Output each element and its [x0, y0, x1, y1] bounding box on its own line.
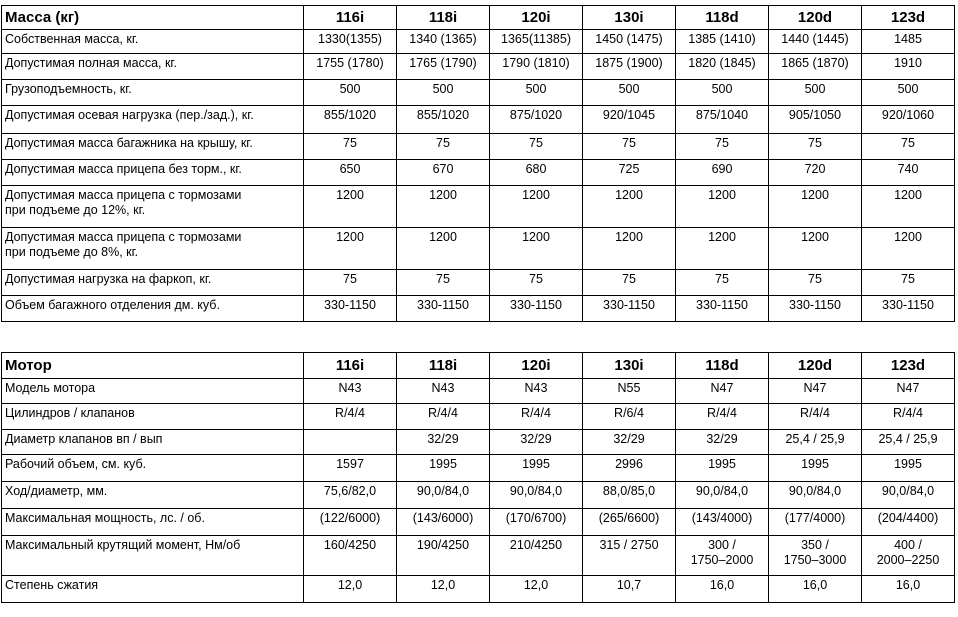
engine-table [1, 352, 955, 603]
value-cell-120d [769, 536, 862, 576]
value-cell-123d: 920/1060 [862, 106, 955, 134]
value-cell-120d: (177/4000) [769, 509, 862, 536]
value-cell-118d: 1200 [676, 228, 769, 270]
value-cell-130i: 1450 (1475) [583, 30, 676, 54]
model-header-123d: 123d [862, 353, 955, 379]
value-cell-120d: 1200 [769, 228, 862, 270]
row-label: Допустимая масса багажника на крышу, кг. [2, 134, 304, 160]
value-cell-120d: 25,4 / 25,9 [769, 430, 862, 455]
value-cell-120d: 905/1050 [769, 106, 862, 134]
value-cell-123d: 90,0/84,0 [862, 482, 955, 509]
value-cell-116i: 1200 [304, 228, 397, 270]
table-row [2, 404, 955, 430]
row-label: Собственная масса, кг. [2, 30, 304, 54]
value-cell-130i: 75 [583, 270, 676, 296]
cell-line: при подъеме до 8%, кг. [5, 245, 139, 259]
value-cell-120i: (170/6700) [490, 509, 583, 536]
value-cell-130i: N55 [583, 379, 676, 404]
value-cell-130i: 75 [583, 134, 676, 160]
model-header-120i: 120i [490, 353, 583, 379]
value-cell-120i: 32/29 [490, 430, 583, 455]
row-label: Допустимая масса прицепа без торм., кг. [2, 160, 304, 186]
value-cell-130i: 2996 [583, 455, 676, 482]
value-cell-120i: 1790 (1810) [490, 54, 583, 80]
value-cell-118i: 12,0 [397, 576, 490, 603]
value-cell-118d: (143/4000) [676, 509, 769, 536]
row-label: Допустимая осевая нагрузка (пер./зад.), кг. [2, 106, 304, 134]
cell-line: Допустимая масса прицепа с тормозами [5, 230, 242, 244]
value-cell-120d: 1440 (1445) [769, 30, 862, 54]
value-cell-118d: 500 [676, 80, 769, 106]
value-cell-120d: 16,0 [769, 576, 862, 603]
value-cell-120d: 330-1150 [769, 296, 862, 322]
value-cell-120d: 1995 [769, 455, 862, 482]
value-cell-118d: 875/1040 [676, 106, 769, 134]
row-label: Цилиндров / клапанов [2, 404, 304, 430]
value-cell-120i: 680 [490, 160, 583, 186]
value-cell-123d: 500 [862, 80, 955, 106]
value-cell-120i: 1365(11385) [490, 30, 583, 54]
table-row [2, 536, 955, 576]
value-cell-116i: 1597 [304, 455, 397, 482]
value-cell-120i: 1200 [490, 186, 583, 228]
value-cell-116i: 1755 (1780) [304, 54, 397, 80]
value-cell-120d: 75 [769, 134, 862, 160]
value-cell-130i: 32/29 [583, 430, 676, 455]
value-cell-118i: 75 [397, 134, 490, 160]
model-header-118i: 118i [397, 353, 490, 379]
table-row [2, 186, 955, 228]
value-cell-116i: N43 [304, 379, 397, 404]
row-label: Объем багажного отделения дм. куб. [2, 296, 304, 322]
value-cell-116i: 12,0 [304, 576, 397, 603]
table-row [2, 296, 955, 322]
model-header-118i: 118i [397, 6, 490, 30]
cell-line: 1750–2000 [690, 553, 754, 567]
value-cell-130i: 330-1150 [583, 296, 676, 322]
row-label: Максимальный крутящий момент, Нм/об [2, 536, 304, 576]
value-cell-116i: 75,6/82,0 [304, 482, 397, 509]
value-cell-116i: 650 [304, 160, 397, 186]
value-cell-116i: 855/1020 [304, 106, 397, 134]
table-row [2, 576, 955, 603]
value-cell-120i: 1995 [490, 455, 583, 482]
row-label: Ход/диаметр, мм. [2, 482, 304, 509]
table-row [2, 80, 955, 106]
model-header-120d: 120d [769, 6, 862, 30]
cell-line: 350 / [801, 538, 829, 552]
value-cell-120i: 1200 [490, 228, 583, 270]
value-cell-118i: 330-1150 [397, 296, 490, 322]
value-cell-123d: 1200 [862, 186, 955, 228]
engine-title: Мотор [2, 353, 304, 379]
row-label: Максимальная мощность, лс. / об. [2, 509, 304, 536]
value-cell-130i: 315 / 2750 [583, 536, 676, 576]
model-header-123d: 123d [862, 6, 955, 30]
model-header-120i: 120i [490, 6, 583, 30]
row-label: Грузоподъемность, кг. [2, 80, 304, 106]
value-cell-118d: 32/29 [676, 430, 769, 455]
value-cell-118i: N43 [397, 379, 490, 404]
value-cell-116i: 75 [304, 134, 397, 160]
cell-line: 2000–2250 [876, 553, 940, 567]
value-cell-118i: 1200 [397, 228, 490, 270]
model-header-130i: 130i [583, 6, 676, 30]
value-cell-118d [676, 536, 769, 576]
value-cell-130i: 500 [583, 80, 676, 106]
table-row [2, 509, 955, 536]
row-label: Степень сжатия [2, 576, 304, 603]
row-label: Допустимая полная масса, кг. [2, 54, 304, 80]
value-cell-118d: 690 [676, 160, 769, 186]
table-row [2, 106, 955, 134]
value-cell-118d: 1200 [676, 186, 769, 228]
value-cell-123d: (204/4400) [862, 509, 955, 536]
value-cell-118i: (143/6000) [397, 509, 490, 536]
mass-title: Масса (кг) [2, 6, 304, 30]
table-row [2, 455, 955, 482]
value-cell-118d: 1820 (1845) [676, 54, 769, 80]
value-cell-116i: 330-1150 [304, 296, 397, 322]
cell-line: 300 / [708, 538, 736, 552]
value-cell-118i: 500 [397, 80, 490, 106]
table-row [2, 228, 955, 270]
value-cell-118i: 1995 [397, 455, 490, 482]
value-cell-116i: (122/6000) [304, 509, 397, 536]
row-label: Допустимая нагрузка на фаркоп, кг. [2, 270, 304, 296]
table-row [2, 379, 955, 404]
value-cell-130i: (265/6600) [583, 509, 676, 536]
row-label [2, 228, 304, 270]
value-cell-120d: 1865 (1870) [769, 54, 862, 80]
value-cell-123d: 25,4 / 25,9 [862, 430, 955, 455]
value-cell-120i: 875/1020 [490, 106, 583, 134]
value-cell-123d: R/4/4 [862, 404, 955, 430]
value-cell-123d: 75 [862, 270, 955, 296]
value-cell-116i: 75 [304, 270, 397, 296]
value-cell-120i: 75 [490, 134, 583, 160]
row-label: Модель мотора [2, 379, 304, 404]
value-cell-120d: 75 [769, 270, 862, 296]
cell-line: при подъеме до 12%, кг. [5, 203, 146, 217]
value-cell-120i: 90,0/84,0 [490, 482, 583, 509]
value-cell-123d: 740 [862, 160, 955, 186]
value-cell-118d: N47 [676, 379, 769, 404]
value-cell-123d: N47 [862, 379, 955, 404]
value-cell-120i: 75 [490, 270, 583, 296]
value-cell-118i: R/4/4 [397, 404, 490, 430]
value-cell-130i: 10,7 [583, 576, 676, 603]
mass-table [1, 5, 955, 322]
value-cell-123d: 1485 [862, 30, 955, 54]
table-row [2, 482, 955, 509]
value-cell-120d: 720 [769, 160, 862, 186]
mass-table-body [2, 6, 955, 322]
value-cell-120d: 500 [769, 80, 862, 106]
value-cell-118d: R/4/4 [676, 404, 769, 430]
value-cell-123d: 1995 [862, 455, 955, 482]
value-cell-118d: 16,0 [676, 576, 769, 603]
value-cell-130i: 725 [583, 160, 676, 186]
engine-header-row [2, 353, 955, 379]
value-cell-118i: 1765 (1790) [397, 54, 490, 80]
value-cell-118i: 1200 [397, 186, 490, 228]
table-row [2, 134, 955, 160]
value-cell-118i: 190/4250 [397, 536, 490, 576]
value-cell-116i: 500 [304, 80, 397, 106]
value-cell-130i: 88,0/85,0 [583, 482, 676, 509]
value-cell-130i: 1875 (1900) [583, 54, 676, 80]
value-cell-116i: 160/4250 [304, 536, 397, 576]
cell-line: Допустимая масса прицепа с тормозами [5, 188, 242, 202]
row-label: Диаметр клапанов вп / вып [2, 430, 304, 455]
value-cell-120d: 90,0/84,0 [769, 482, 862, 509]
value-cell-118i: 670 [397, 160, 490, 186]
value-cell-123d: 1200 [862, 228, 955, 270]
value-cell-120i: 330-1150 [490, 296, 583, 322]
value-cell-116i: R/4/4 [304, 404, 397, 430]
value-cell-120i: N43 [490, 379, 583, 404]
model-header-116i: 116i [304, 6, 397, 30]
value-cell-120d: 1200 [769, 186, 862, 228]
table-row [2, 54, 955, 80]
value-cell-120i: 210/4250 [490, 536, 583, 576]
table-row [2, 430, 955, 455]
value-cell-118d: 75 [676, 134, 769, 160]
value-cell-130i: 1200 [583, 186, 676, 228]
table-row [2, 160, 955, 186]
value-cell-118i: 855/1020 [397, 106, 490, 134]
engine-table-body [2, 353, 955, 603]
value-cell-130i: R/6/4 [583, 404, 676, 430]
model-header-130i: 130i [583, 353, 676, 379]
value-cell-120i: R/4/4 [490, 404, 583, 430]
cell-line: 400 / [894, 538, 922, 552]
model-header-118d: 118d [676, 353, 769, 379]
value-cell-123d: 1910 [862, 54, 955, 80]
row-label [2, 186, 304, 228]
value-cell-123d: 75 [862, 134, 955, 160]
cell-line: 1750–3000 [783, 553, 847, 567]
value-cell-118d: 75 [676, 270, 769, 296]
row-label: Рабочий объем, см. куб. [2, 455, 304, 482]
value-cell-123d [862, 536, 955, 576]
value-cell-118d: 330-1150 [676, 296, 769, 322]
value-cell-116i: 1330(1355) [304, 30, 397, 54]
value-cell-130i: 920/1045 [583, 106, 676, 134]
value-cell-123d: 16,0 [862, 576, 955, 603]
model-header-120d: 120d [769, 353, 862, 379]
mass-header-row [2, 6, 955, 30]
value-cell-116i: 1200 [304, 186, 397, 228]
value-cell-130i: 1200 [583, 228, 676, 270]
value-cell-118i: 75 [397, 270, 490, 296]
table-row [2, 30, 955, 54]
value-cell-118d: 90,0/84,0 [676, 482, 769, 509]
model-header-116i: 116i [304, 353, 397, 379]
value-cell-120i: 500 [490, 80, 583, 106]
value-cell-120d: R/4/4 [769, 404, 862, 430]
value-cell-118i: 32/29 [397, 430, 490, 455]
table-row [2, 270, 955, 296]
value-cell-116i [304, 430, 397, 455]
value-cell-120i: 12,0 [490, 576, 583, 603]
value-cell-118i: 90,0/84,0 [397, 482, 490, 509]
value-cell-118d: 1995 [676, 455, 769, 482]
value-cell-120d: N47 [769, 379, 862, 404]
value-cell-123d: 330-1150 [862, 296, 955, 322]
model-header-118d: 118d [676, 6, 769, 30]
value-cell-118d: 1385 (1410) [676, 30, 769, 54]
value-cell-118i: 1340 (1365) [397, 30, 490, 54]
